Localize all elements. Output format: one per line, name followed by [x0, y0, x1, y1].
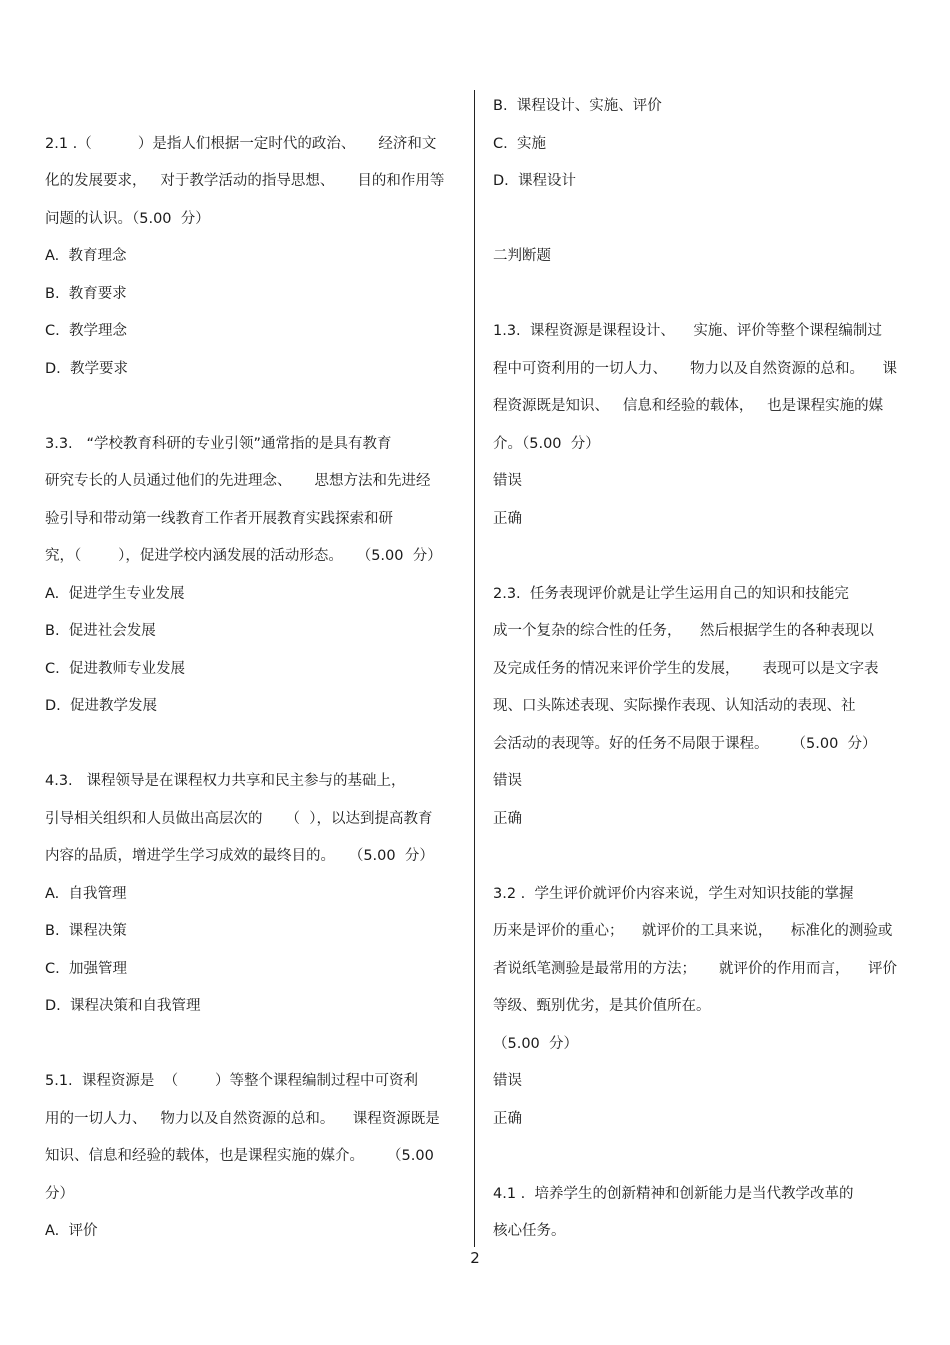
- spacer: [493, 1138, 908, 1176]
- question-text-line: 现、口头陈述表现、实际操作表现、认知活动的表现、社: [493, 698, 856, 714]
- question-text-line: 用的一切人力、 物力以及自然资源的总和。 课程资源既是: [45, 1110, 440, 1127]
- question-text-line: 2.3. 任务表现评价就是让学生运用自己的知识和技能完: [493, 585, 849, 602]
- question-text-line: 4.1 . 培养学生的创新精神和创新能力是当代教学改革的: [493, 1185, 854, 1202]
- answer-option: D. 课程决策和自我管理: [45, 998, 201, 1014]
- answer-option: A. 促进学生专业发展: [45, 585, 185, 602]
- question-text-line: 介。（5.00 分）: [493, 435, 600, 452]
- answer-option: A. 评价: [45, 1223, 98, 1239]
- question-text-line: 3.2 . 学生评价就评价内容来说，学生对知识技能的掌握: [493, 885, 854, 902]
- spacer: [45, 726, 465, 764]
- spacer: [45, 1026, 465, 1064]
- answer-option: 正确: [493, 1110, 522, 1127]
- answer-option: C. 加强管理: [45, 960, 127, 977]
- answer-option: A. 自我管理: [45, 885, 127, 902]
- question-text-line: 化的发展要求， 对于教学活动的指导思想、 目的和作用等: [45, 173, 445, 189]
- left-column: [45, 88, 465, 1251]
- question-text-line: 等级、甄别优劣，是其价值所在。: [493, 998, 711, 1014]
- answer-option: D. 促进教学发展: [45, 698, 157, 714]
- question-text-line: 引导相关组织和人员做出高层次的 （ ），以达到提高教育: [45, 810, 433, 827]
- question-text-line: 问题的认识。（5.00 分）: [45, 210, 210, 227]
- answer-option: 错误: [493, 773, 522, 789]
- question-text-line: 程资源既是知识、 信息和经验的载体， 也是课程实施的媒: [493, 398, 884, 414]
- question-text-line: 验引导和带动第一线教育工作者开展教育实践探索和研: [45, 510, 393, 527]
- question-text-line: 2.1 .（ ）是指人们根据一定时代的政治、 经济和文: [45, 135, 437, 152]
- answer-option: 正确: [493, 510, 522, 527]
- answer-option: C. 教学理念: [45, 323, 127, 339]
- question-text-line: 究，（ ），促进学校内涵发展的活动形态。 （5.00 分）: [45, 548, 442, 564]
- question-text-line: 会活动的表现等。好的任务不局限于课程。 （5.00 分）: [493, 735, 877, 752]
- answer-option: C. 实施: [493, 135, 546, 152]
- question-text-line: 成一个复杂的综合性的任务， 然后根据学生的各种表现以: [493, 623, 874, 639]
- spacer: [45, 388, 465, 426]
- question-text-line: 者说纸笔测验是最常用的方法； 就评价的作用而言， 评价: [493, 960, 897, 977]
- question-text-line: 5.1. 课程资源是 （ ）等整个课程编制过程中可资利: [45, 1073, 418, 1089]
- section-heading: 二判断题: [493, 248, 551, 264]
- question-text-line: 研究专长的人员通过他们的先进理念、 思想方法和先进经: [45, 473, 431, 489]
- spacer: [493, 201, 908, 239]
- spacer: [493, 276, 908, 314]
- question-text-line: 知识、信息和经验的载体，也是课程实施的媒介。 （5.00: [45, 1148, 434, 1164]
- answer-option: D. 课程设计: [493, 173, 576, 189]
- question-text-line: 1.3. 课程资源是课程设计、 实施、评价等整个课程编制过: [493, 323, 882, 339]
- question-text-line: 分）: [45, 1185, 74, 1202]
- answer-option: B. 教育要求: [45, 285, 127, 302]
- answer-option: A. 教育理念: [45, 248, 127, 264]
- answer-option: B. 课程设计、实施、评价: [493, 98, 662, 114]
- answer-option: 错误: [493, 473, 522, 489]
- question-text-line: 程中可资利用的一切人力、 物力以及自然资源的总和。 课: [493, 360, 897, 377]
- spacer: [45, 88, 465, 126]
- question-text-line: 3.3. “学校教育科研的专业引领”通常指的是具有教育: [45, 435, 392, 452]
- question-text-line: 历来是评价的重心； 就评价的工具来说， 标准化的测验或: [493, 923, 893, 939]
- spacer: [493, 538, 908, 576]
- question-text-line: 及完成任务的情况来评价学生的发展， 表现可以是文字表: [493, 660, 879, 677]
- answer-option: 错误: [493, 1073, 522, 1089]
- question-text-line: 4.3. 课程领导是在课程权力共享和民主参与的基础上，: [45, 773, 406, 789]
- column-divider: [474, 90, 475, 1247]
- page-number: 2: [470, 1249, 480, 1267]
- answer-option: 正确: [493, 810, 522, 827]
- spacer: [493, 838, 908, 876]
- answer-option: D. 教学要求: [45, 360, 128, 377]
- right-column: [493, 88, 908, 1251]
- question-text-line: （5.00 分）: [493, 1035, 579, 1052]
- answer-option: B. 促进社会发展: [45, 623, 156, 639]
- question-text-line: 内容的品质，增进学生学习成效的最终目的。 （5.00 分）: [45, 848, 434, 864]
- question-text-line: 核心任务。: [493, 1223, 566, 1239]
- answer-option: B. 课程决策: [45, 923, 127, 939]
- answer-option: C. 促进教师专业发展: [45, 660, 185, 677]
